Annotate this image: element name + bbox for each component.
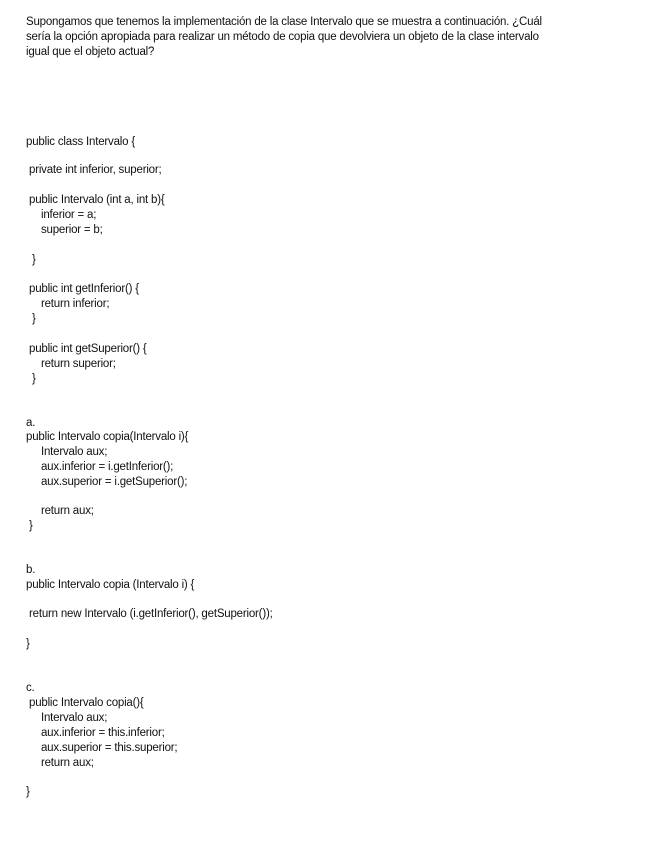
option-b-line: public Intervalo copia (Intervalo i) { [26, 579, 195, 591]
question-text [26, 15, 636, 60]
option-a-line: public Intervalo copia(Intervalo i){ [26, 431, 189, 443]
option-c-label: c. [26, 682, 35, 694]
option-c-line: return aux; [26, 757, 94, 769]
code-line: } [26, 254, 36, 266]
option-c-line: aux.inferior = this.inferior; [26, 727, 165, 739]
option-a-line: } [26, 520, 33, 532]
option-a-line: aux.superior = i.getSuperior(); [26, 476, 188, 488]
question-line: sería la opción apropiada para realizar un método de copia que devolviera un objeto de la clase intervalo [26, 31, 539, 43]
option-b-line: } [26, 638, 30, 650]
option-a-line: Intervalo aux; [26, 446, 108, 458]
option-a-line: return aux; [26, 505, 94, 517]
class-declaration-line: public class Intervalo { [26, 136, 135, 148]
question-line: Supongamos que tenemos la implementación de la clase Intervalo que se muestra a continuación. ¿Cuál [26, 16, 542, 28]
option-a-line: aux.inferior = i.getInferior(); [26, 461, 174, 473]
fields-line: private int inferior, superior; [26, 164, 162, 176]
question-line: igual que el objeto actual? [26, 46, 155, 58]
option-c-line: public Intervalo copia(){ [26, 697, 144, 709]
option-c-line: } [26, 786, 30, 798]
getter-superior-line: public int getSuperior() { [26, 343, 147, 355]
code-line: inferior = a; [26, 209, 97, 221]
constructor-line: public Intervalo (int a, int b){ [26, 194, 165, 206]
getter-inferior-line: public int getInferior() { [26, 283, 139, 295]
option-a-label: a. [26, 417, 36, 429]
option-b-label: b. [26, 564, 36, 576]
option-c-line: Intervalo aux; [26, 712, 108, 724]
option-b-line: return new Intervalo (i.getInferior(), getSuperior()); [26, 608, 273, 620]
code-line: superior = b; [26, 224, 103, 236]
option-c-line: aux.superior = this.superior; [26, 742, 178, 754]
code-line: return superior; [26, 358, 116, 370]
code-line: return inferior; [26, 298, 110, 310]
code-line: } [26, 373, 36, 385]
code-line: } [26, 313, 36, 325]
